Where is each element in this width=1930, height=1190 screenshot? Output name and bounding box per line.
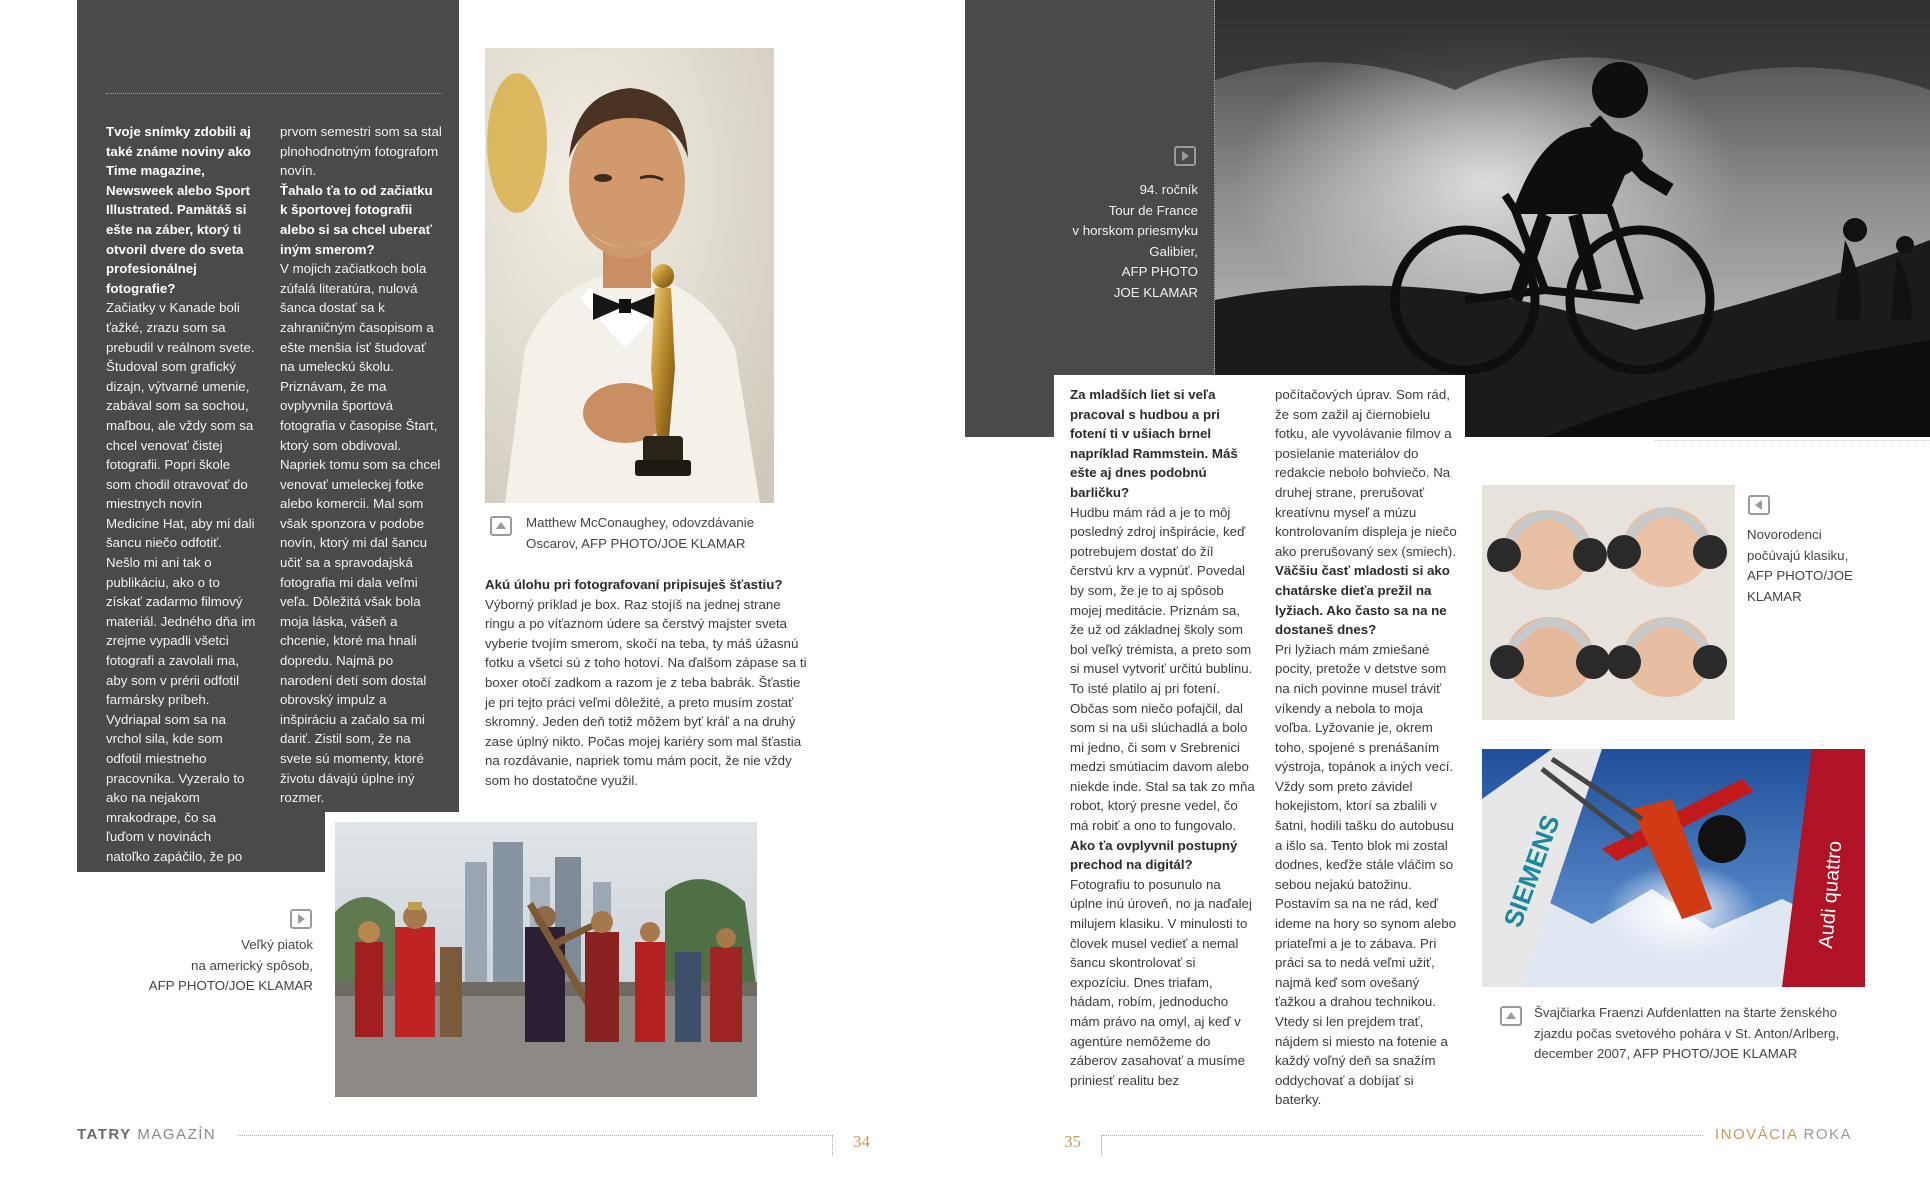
interview-mid-block	[485, 575, 807, 791]
interview-column-4	[1275, 385, 1459, 1110]
photo-good-friday	[335, 822, 757, 1097]
caption-line: Galibier,	[1149, 243, 1198, 259]
caption-line: Tour de France	[1108, 202, 1198, 218]
photo-skier	[1482, 749, 1865, 987]
brand-light: MAGAZÍN	[137, 1126, 217, 1143]
answer-text: prvom semestri som sa stal plnohodnotným fotografom novín.	[280, 124, 442, 179]
section-title	[1715, 1126, 1852, 1143]
caption-right-arrow-icon	[1174, 146, 1196, 166]
photo-oscar-caption: Matthew McConaughey, odovzdávanie Oscarov, AFP PHOTO/JOE KLAMAR	[526, 515, 755, 551]
interview-column-3	[1070, 385, 1255, 1090]
panel-divider	[106, 93, 442, 94]
answer-text: Výborný príklad je box. Raz stojíš na jednej strane ringu a po víťaznom údere sa čerstvý majster sveta vyberie tvojím smerom, skočí na teba, ty máš úžasnú fotku a všetci sú z toho hotoví. Na ďalšom zápase sa ti boxer otočí zadkom a razom je z teba babrák. Šťastie je pri tejto práci veľmi dôležité, a preto musím zostať skromný. Jeden deň totiž môžem byť kráľ a na druhý zase úplný nikto. Počas mojej kariéry som mal šťastia na rozdávanie, napriek tomu mám pocit, že nie vždy som ho dostatočne využil.	[485, 596, 807, 788]
question-text: Akú úlohu pri fotografovaní pripisuješ šťastiu?	[485, 577, 783, 592]
footer-tick-right	[1101, 1135, 1102, 1155]
question-text: Tvoje snímky zdobili aj také známe noviny ako Time magazine, Newsweek alebo Sport Illustrated. Pamätáš si ešte na záber, ktorý ti otvoril dvere do sveta profesionálnej fotografie?	[106, 124, 251, 296]
caption-right-arrow-icon	[290, 909, 312, 929]
photo-skier-caption: Švajčiarka Fraenzi Aufdenlatten na štarte ženského zjazdu počas svetového pohára v St. Anton/Arlberg, december 2007, AFP PHOTO/JOE KLAMAR	[1534, 1005, 1840, 1061]
question-text: Ako ťa ovplyvnil postupný prechod na digitál?	[1070, 837, 1238, 873]
photo-good-friday-caption	[130, 935, 313, 997]
caption-line: na americký spôsob,	[191, 957, 313, 973]
caption-line: v horskom priesmyku	[1072, 223, 1198, 238]
caption-line: Veľký piatok	[241, 937, 313, 952]
footer-rule-left	[238, 1135, 833, 1136]
photo-oscar-portrait	[485, 48, 774, 503]
photo-bottom-rule	[1655, 440, 1930, 441]
footer-tick-left	[832, 1135, 833, 1155]
answer-text: V mojich začiatkoch bola zúfalá literatúra, nulová šanca dostať sa k zahraničným časopisom a ešte menšia ísť študovať na umeleckú školu. Priznávam, že ma ovplyvnila športová fotografia v časopise Štart, ktorý som obdivoval. Napriek tomu som sa chcel venovať umeleckej fotke alebo komercii. Mal som však sponzora v podobe novín, ktorý mi dal šancu učiť sa a spravodajská fotografia mi dala veľmi veľa. Dôležitá však bola moja láska, vášeň a chcenie, ktoré ma hnali dopredu. Najmä po narodení detí som dostal obrovský impulz a inšpiráciu a začalo sa mi dariť. Zistil som, že na svete sú momenty, ktoré životu dávajú úplne iný rozmer.	[280, 261, 441, 806]
answer-text: Začiatky v Kanade boli ťažké, zrazu som sa prebudil v reálnom svete. Študoval som grafický dizajn, výtvarné umenie, zabával som sa sochou, maľbou, ale vždy som sa chcel venovať čistej fotografii. Popri škole som chodil otravovať do miestnych novín Medicine Hat, aby mi dali šancu niečo odfotiť. Nešlo mi ani tak o publikáciu, ako o to získať zadarmo filmový materiál. Jedného dňa im zrejme vypadli všetci fotografi a zavolali ma, aby som v prérii odfotil farmársky príbeh. Vydriapal som sa na vrchol sila, kde som odfotil miestneho pracovníka. Vyzeralo to ako na nejakom mrakodrape, čo sa ľuďom v novinách natoľko zapáčilo, že po	[106, 300, 256, 864]
caption-up-arrow-icon	[1500, 1006, 1522, 1026]
interview-column-2	[280, 122, 442, 808]
answer-text: Hudbu mám rád a je to môj posledný zdroj inšpirácie, keď potrebujem dostať do žíl čerstvú krv a vypnúť. Povedal by som, že je to aj spôsob mojej meditácie. Priznám sa, že už od základnej školy som bol veľký trémista, a preto som si musel vytvoriť určitú bublinu. To isté platilo aj pri fotení. Občas som niečo pofajčil, dal som si na uši slúchadlá a bolo mi jedno, či som v Srebrenici medzi smútiacim davom alebo niekde inde. Stal sa tak zo mňa robot, ktorý presne vedel, čo má robiť a ono to fungovalo.	[1070, 504, 1255, 834]
photo-newborns-caption: Novorodenci počúvajú klasiku, AFP PHOTO/JOE KLAMAR	[1747, 527, 1853, 604]
caption-line: AFP PHOTO	[1121, 264, 1198, 279]
caption-line: 94. ročník	[1139, 182, 1198, 197]
answer-text: počítačových úprav. Som rád, že som zažil aj čiernobielu fotku, ale vyvolávanie filmov a posielanie materiálov do redakcie nebolo bohviečo. Na druhej strane, prerušovať kreatívnu myseľ a múzu kontrolovaním displeja je niečo ako prerušovaný sex (smiech).	[1275, 387, 1457, 559]
answer-text: Fotografiu to posunulo na úplne inú úroveň, no ja naďalej milujem klasiku. V minulosti to človek musel vedieť a nemal šancu skontrolovať si expozíciu. Dnes triafam, hádam, robím, jednoducho mám právo na omyl, aj keď v agentúre nemôžeme do záberov zasahovať a musíme priniesť realitu bez	[1070, 876, 1252, 1088]
answer-text: Pri lyžiach mám zmiešané pocity, pretože v detstve som na nich povinne musel tráviť víkendy a nebola to moja voľba. Lyžovanie je, okrem toho, spojené s prenášaním výstroja, topánok a iných vecí. Vždy som preto závidel hokejistom, ktorí sa zbalili v šatni, hodili tašku do autobusu a išlo sa. Tento blok mi zostal dodnes, keďže stále vláčim so sebou nejakú batožinu. Postavím sa na ne rád, keď ideme na hory so synom alebo priateľmi a je to zábava. Pri práci sa to nedá veľmi užiť, najmä keď som ovešaný ťažkou a drahou technikou. Vtedy si len prejdem trať, nájdem si miesto na fotenie a každý voľný deň sa snažím oddychovať a dobíjať si baterky.	[1275, 641, 1457, 1108]
caption-left-arrow-icon	[1748, 495, 1770, 515]
page-number-left: 34	[853, 1132, 870, 1151]
magazine-brand	[77, 1126, 216, 1143]
question-text: Ťahalo ťa to od začiatku k športovej fotografii alebo si sa chcel uberať iným smerom?	[280, 182, 433, 257]
page-number-right: 35	[1064, 1132, 1081, 1151]
footer-rule-right	[1103, 1135, 1703, 1136]
section-bold: INOVÁCIA	[1715, 1126, 1798, 1143]
caption-line: JOE KLAMAR	[1113, 284, 1198, 300]
caption-up-arrow-icon	[490, 516, 512, 536]
photo-newborns	[1482, 485, 1735, 720]
question-text: Za mladších liet si veľa pracoval s hudbou a pri fotení ti v ušiach brnel napríklad Rammstein. Máš ešte aj dnes podobnú barličku?	[1070, 387, 1238, 500]
photo-cyclist	[1215, 0, 1930, 437]
question-text: Väčšiu časť mladosti si ako chatárske dieťa prežil na lyžiach. Ako často sa na ne dostaneš dnes?	[1275, 563, 1450, 638]
photo-cyclist-caption	[1040, 180, 1198, 303]
brand-bold: TATRY	[77, 1126, 132, 1143]
section-light: ROKA	[1803, 1126, 1853, 1143]
interview-column-1	[106, 122, 256, 867]
caption-line: AFP PHOTO/JOE KLAMAR	[148, 978, 313, 993]
